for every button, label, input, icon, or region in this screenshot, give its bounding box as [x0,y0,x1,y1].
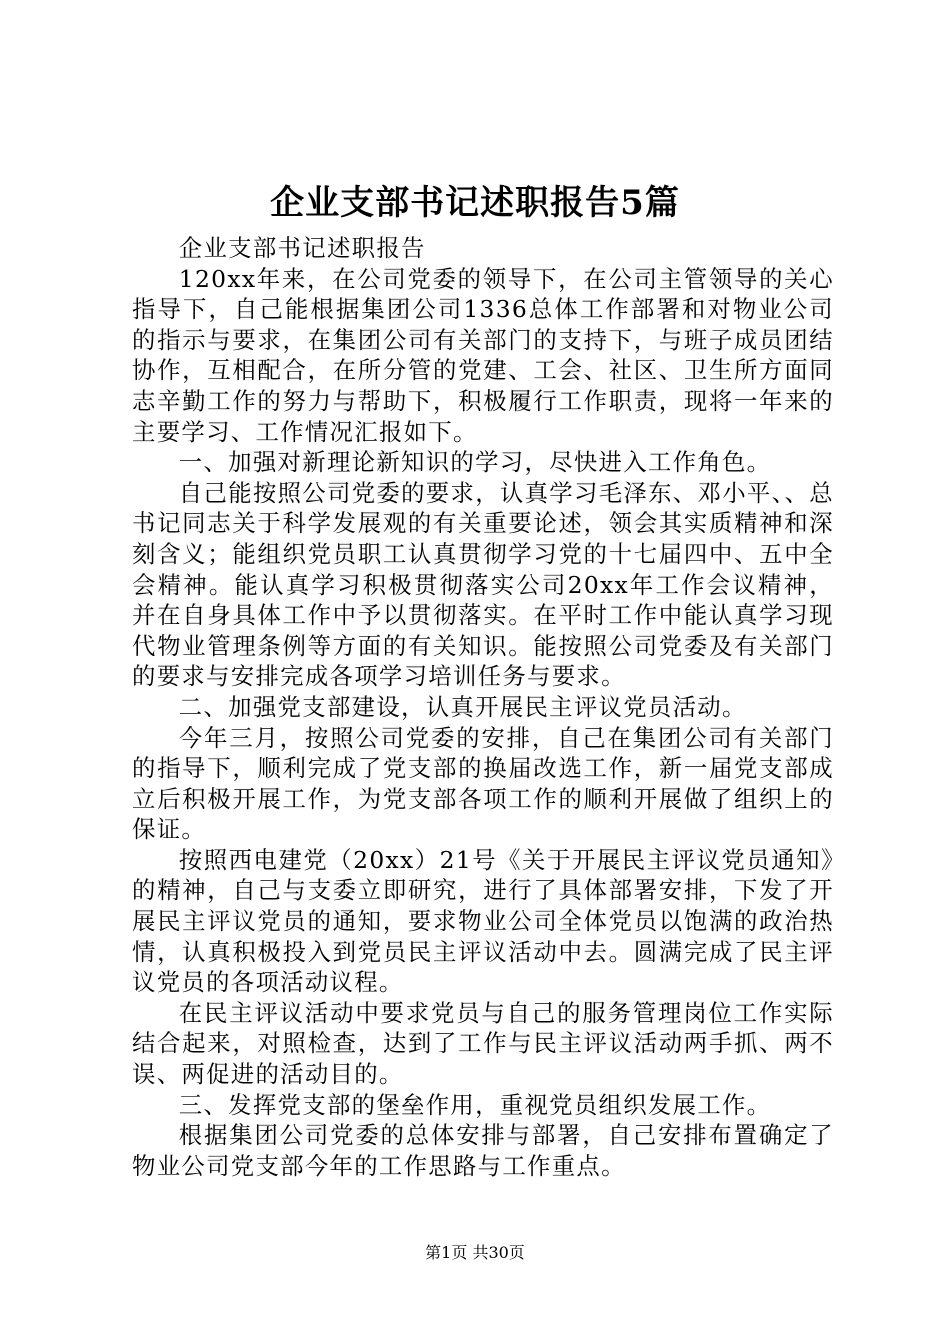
paragraph: 根据集团公司党委的总体安排与部署，自己安排布置确定了物业公司党支部今年的工作思路与工作重点。 [132,1121,834,1180]
section-heading: 三、发挥党支部的堡垒作用，重视党员组织发展工作。 [178,1090,772,1119]
paragraph: 在民主评议活动中要求党员与自己的服务管理岗位工作实际结合起来，对照检查，达到了工作与民主评议活动两手抓、两不误、两促进的活动目的。 [132,998,834,1089]
paragraph: 按照西电建党（20xx）21号《关于开展民主评议党员通知》的精神，自己与支委立即研究，进行了具体部署安排，下发了开展民主评议党员的通知，要求物业公司全体党员以饱满的政治热情，认真积极投入到党员民主评议活动中去。圆满完成了民主评议党员的各项活动议程。 [132,845,834,997]
paragraph: 企业支部书记述职报告 [178,234,426,262]
page-footer: 第1页 共30页 [425,1243,525,1262]
document-body [132,233,834,1181]
paragraph: 今年三月，按照公司党委的安排，自己在集团公司有关部门的指导下，顺利完成了党支部的换届改选工作，新一届党支部成立后积极开展工作，为党支部各项工作的顺利开展做了组织上的保证。 [132,723,834,844]
document-title: 企业支部书记述职报告5篇 [270,183,680,223]
section-heading: 一、加强对新理论新知识的学习，尽快进入工作角色。 [178,448,772,477]
paragraph: 120xx年来，在公司党委的领导下，在公司主管领导的关心指导下，自己能根据集团公司1336总体工作部署和对物业公司的指示与要求，在集团公司有关部门的支持下，与班子成员团结协作，互相配合，在所分管的党建、工会、社区、卫生所方面同志辛勤工作的努力与帮助下，积极履行工作职责，现将一年来的主要学习、工作情况汇报如下。 [132,264,834,446]
paragraph: 自己能按照公司党委的要求，认真学习毛泽东、邓小平、、总书记同志关于科学发展观的有关重要论述，领会其实质精神和深刻含义；能组织党员职工认真贯彻学习党的十七届四中、五中全会精神。能认真学习积极贯彻落实公司20xx年工作会议精神，并在自身具体工作中予以贯彻落实。在平时工作中能认真学习现代物业管理条例等方面的有关知识。能按照公司党委及有关部门的要求与安排完成各项学习培训任务与要求。 [132,478,834,691]
section-heading: 二、加强党支部建设，认真开展民主评议党员活动。 [178,692,747,721]
